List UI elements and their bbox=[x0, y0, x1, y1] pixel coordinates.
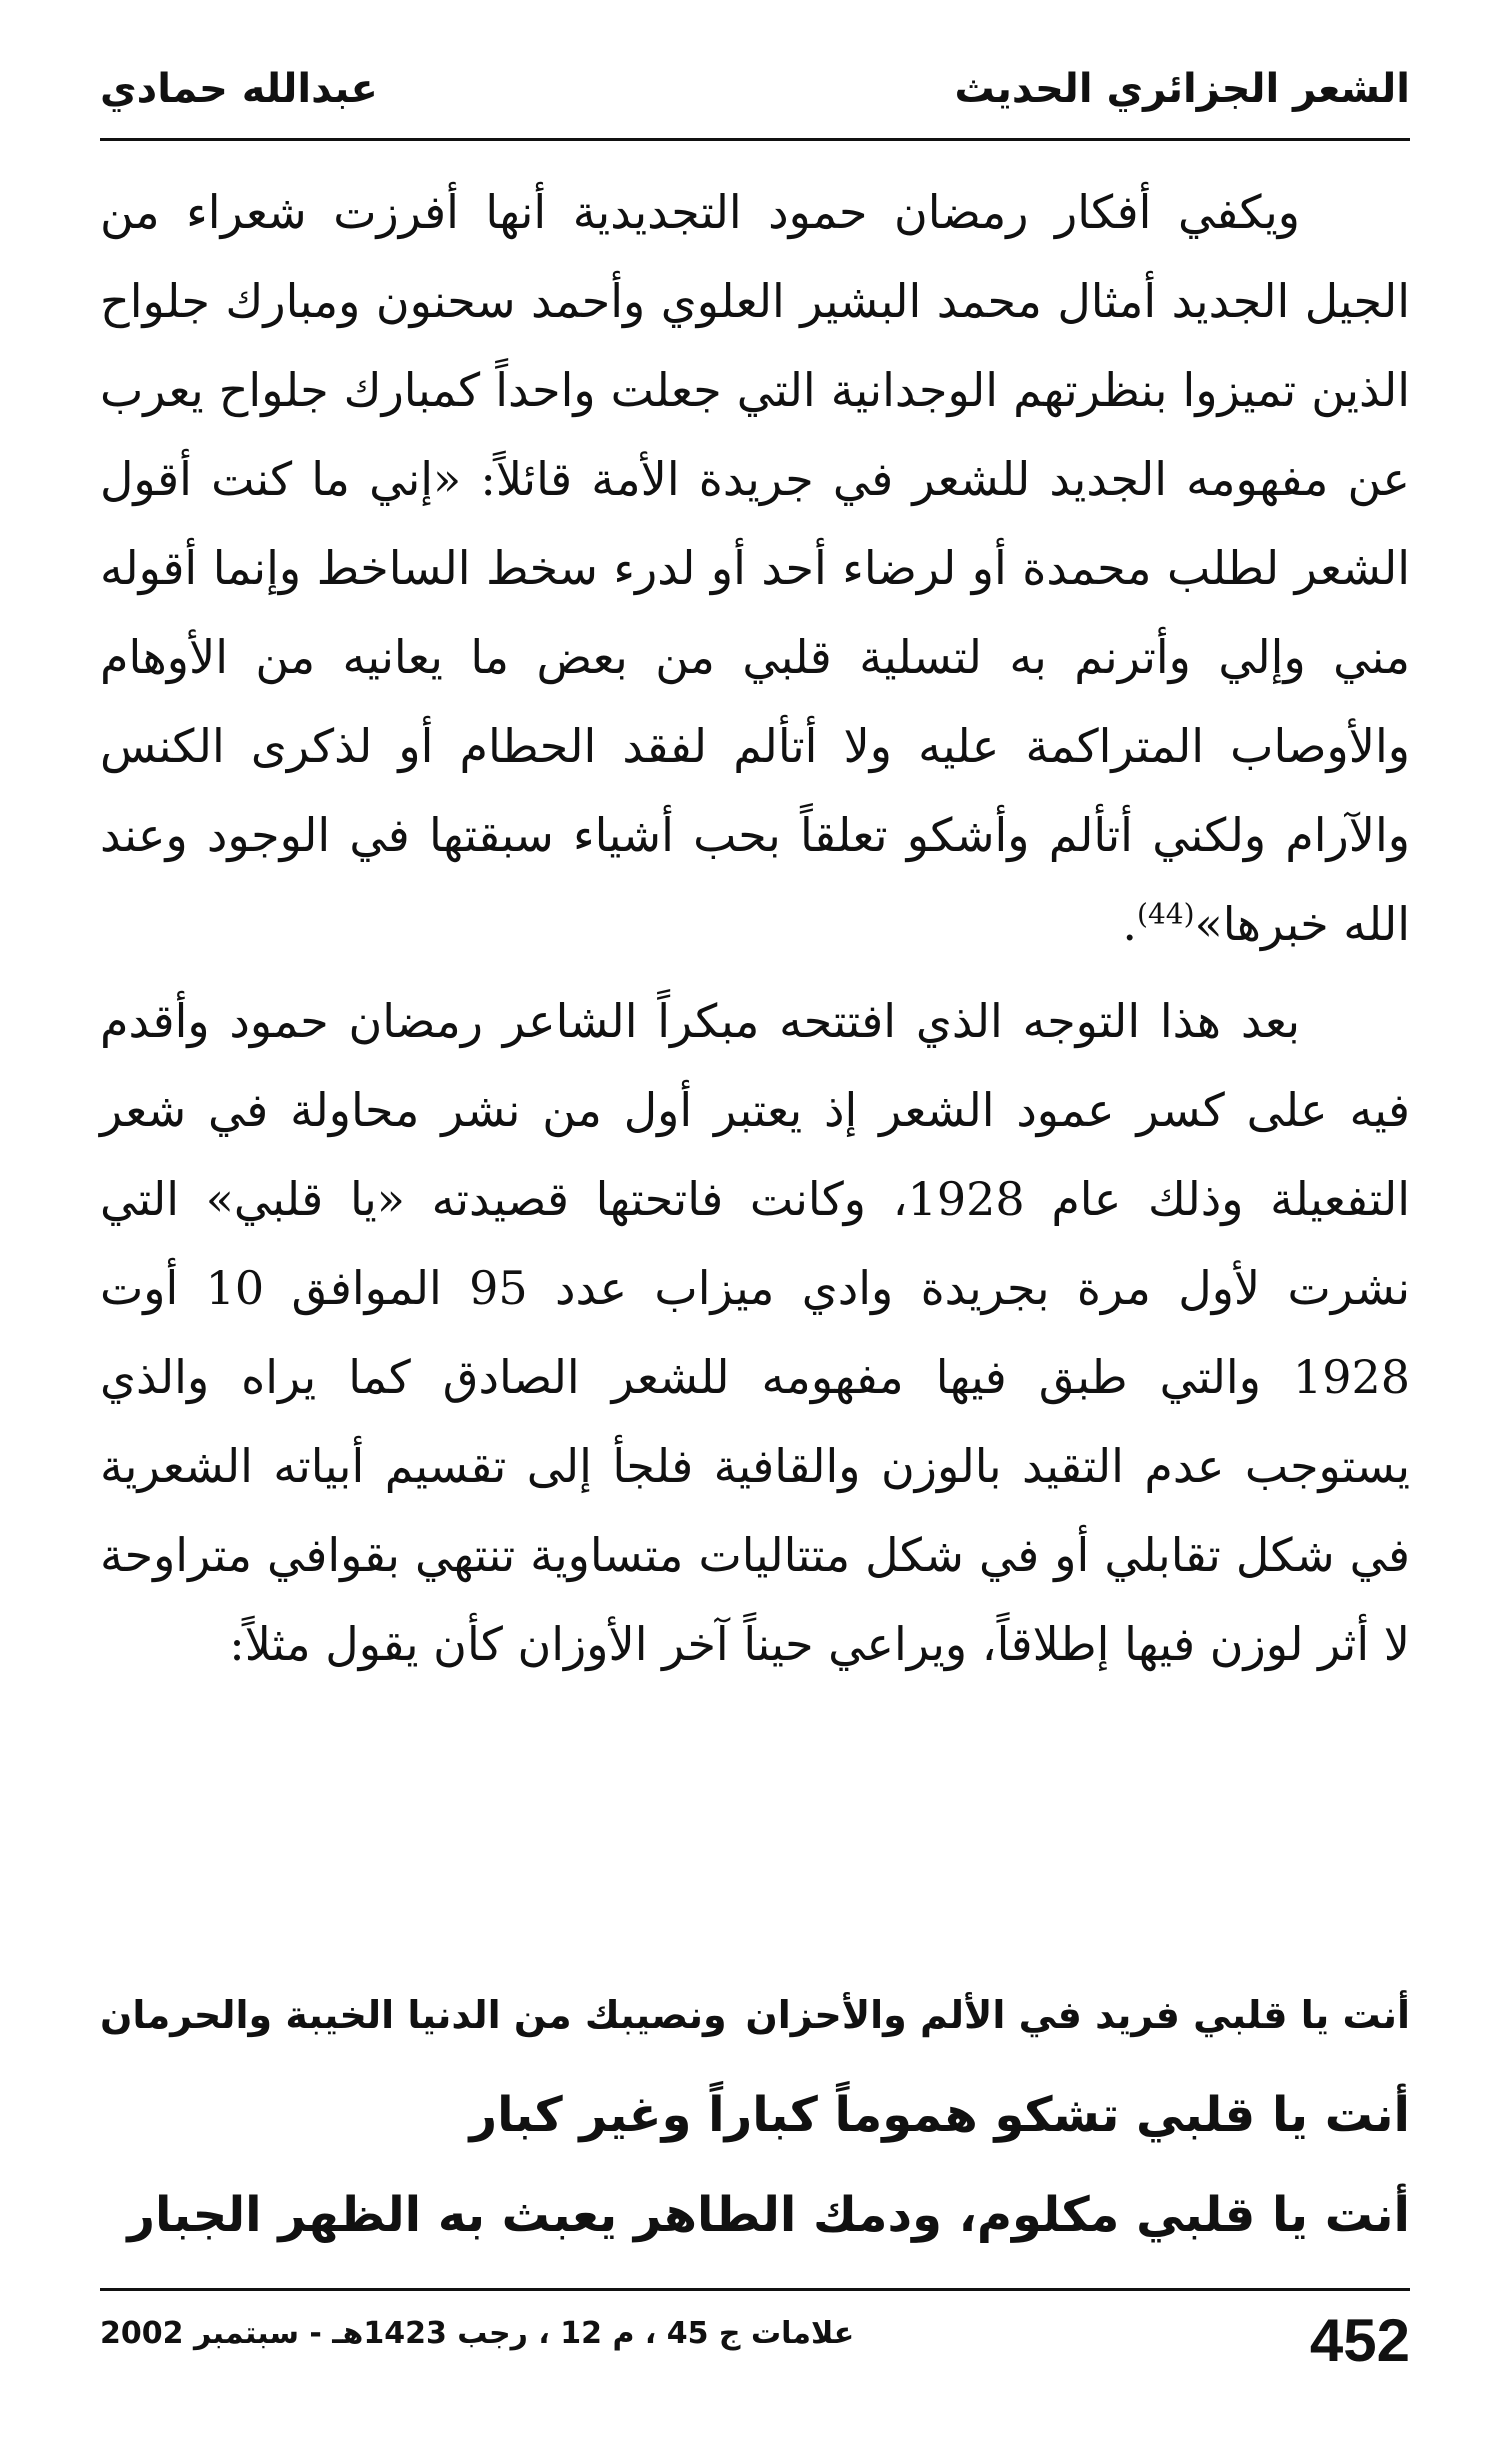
poem-verse-2: أنت يا قلبي تشكو هموماً كباراً وغير كبار bbox=[469, 2087, 1410, 2143]
paragraph-2 bbox=[100, 977, 1410, 1689]
journal-info: علامات ج 45 ، م 12 ، رجب 1423هـ - سبتمبر 2002 bbox=[100, 2316, 855, 2351]
page-footer bbox=[100, 2302, 1410, 2392]
verse-1-first-hemistich: أنت يا قلبي فريد في الألم والأحزان bbox=[745, 1993, 1410, 2037]
citation-marker: (44) bbox=[1137, 897, 1195, 931]
header-divider bbox=[100, 138, 1410, 141]
page-number: 452 bbox=[1309, 2307, 1410, 2374]
footer-divider bbox=[100, 2288, 1410, 2291]
book-title: الشعر الجزائري الحديث bbox=[954, 66, 1410, 112]
paragraph-2-text: بعد هذا التوجه الذي افتتحه مبكراً الشاعر رمضان حمود وأقدم فيه على كسر عمود الشعر إذ يعتبر أول من نشر محاولة في شعر التفعيلة وذلك عام 1928، وكانت فاتحتها قصيدته «يا قلبي» التي نشرت لأول مرة بجريدة وادي ميزاب عدد 95 الموافق 10 أوت 1928 والتي طبق فيها مفهومه للشعر الصادق كما يراه والذي يستوجب عدم التقيد بالوزن والقافية فلجأ إلى تقسيم أبياته الشعرية في شكل تقابلي أو في شكل متتاليات متساوية تنتهي بقوافي متراوحة لا أثر لوزن فيها إطلاقاً، ويراعي حيناً آخر الأوزان كأن يقول مثلاً: bbox=[100, 994, 1411, 1671]
poem-verse-1 bbox=[100, 1965, 1410, 2065]
body-text bbox=[100, 168, 1410, 1689]
paragraph-1-text: ويكفي أفكار رمضان حمود التجديدية أنها أفرزت شعراء من الجيل الجديد أمثال محمد البشير العلوي وأحمد سحنون ومبارك جلواح الذين تميزوا بنظرتهم الوجدانية التي جعلت واحداً كمبارك جلواح يعرب عن مفهومه الجديد للشعر في جريدة الأمة قائلاً: «إني ما كنت أقول الشعر لطلب محمدة أو لرضاء أحد أو لدرء سخط الساخط وإنما أقوله مني وإلي وأترنم به لتسلية قلبي من بعض ما يعانيه من الأوهام والأوصاب المتراكمة عليه ولا أتألم لفقد الحطام أو لذكرى الكنس والآرام ولكني أتألم وأشكو تعلقاً بحب أشياء سبقتها في الوجود وعند الله خبرها» bbox=[100, 185, 1410, 951]
paragraph-1-end: . bbox=[1122, 897, 1138, 951]
verse-1-second-hemistich: ونصيبك من الدنيا الخيبة والحرمان bbox=[100, 1993, 727, 2037]
poem-excerpt bbox=[100, 1965, 1410, 2265]
poem-verse-3: أنت يا قلبي مكلوم، ودمك الطاهر يعبث به الظهر الجبار bbox=[127, 2187, 1410, 2243]
paragraph-1 bbox=[100, 168, 1410, 969]
author-name: عبدالله حمادي bbox=[100, 66, 378, 112]
running-header bbox=[100, 60, 1410, 130]
document-page bbox=[100, 40, 1410, 2430]
